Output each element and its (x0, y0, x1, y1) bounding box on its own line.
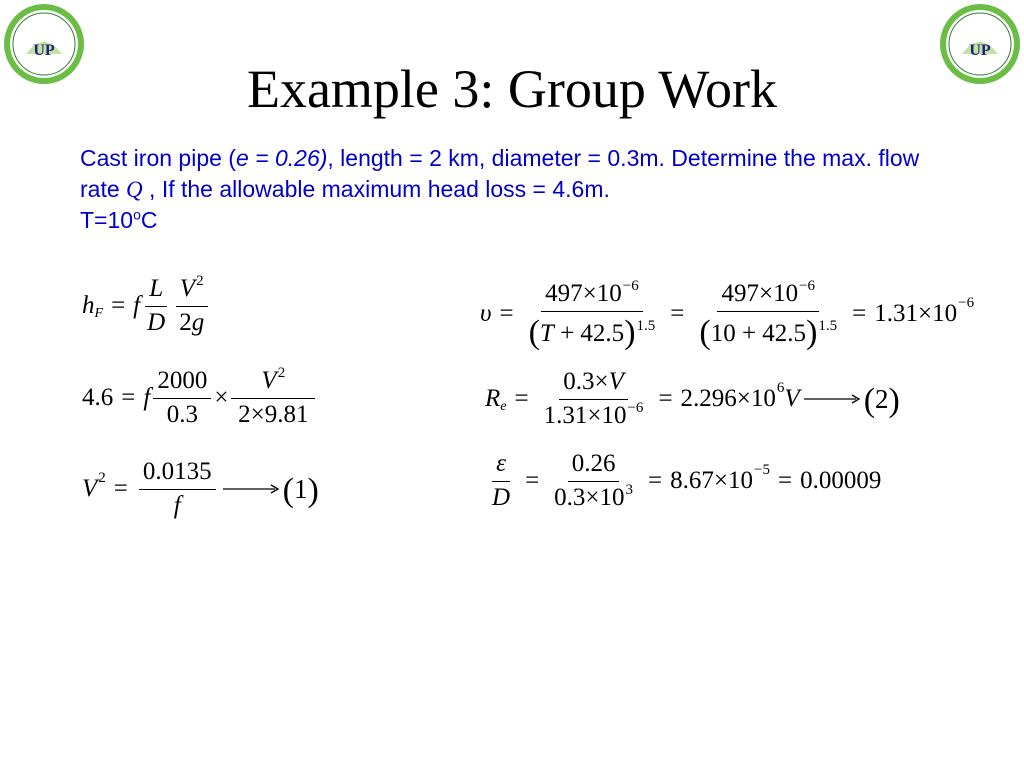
equation-reynolds-number: R e = $\frac{0.3\times V}{1.31\times 10^{-6}}$ = 2.296×10 6 V ( 2 ) (485, 368, 900, 429)
equation-substitution: 4.6 = f $\frac{2000}{0.3}$ × $\frac{V^2}{2\times 9.81}$ (82, 367, 318, 430)
svg-text:UP: UP (969, 42, 991, 59)
equation-velocity-squared: V 2 = $\frac{0.0135}{f}$ ( 1 ) (82, 458, 319, 519)
equation-head-loss: h F = f $\frac{L}{D}$ $\frac{V^2}{2g}$ (82, 275, 211, 338)
svg-text:UP: UP (33, 42, 55, 59)
arrow-icon (802, 392, 862, 406)
equation-kinematic-viscosity: υ = $\frac{497\times 10^{-6}}{(T + 42.5)^{1.5}}$ = $\frac{497\times 10^{-6}}{(10 + 42.5)^{1.5}}$ = 1.31×10 −6 (480, 278, 975, 351)
problem-statement: Cast iron pipe (e = 0.26), length = 2 km, diameter = 0.3m. Determine the max. flow rate Q , If the allowable maximum head loss = 4.6m. $T=10^oC$ (80, 145, 920, 233)
equation-relative-roughness: $\frac{\varepsilon}{D}$ = $\frac{0.26}{0.3\times 10^3}$ = 8.67×10 −5 = 0.00009 (492, 450, 882, 511)
slide-title: Example 3: Group Work (246, 59, 778, 119)
arrow-icon (221, 482, 281, 496)
